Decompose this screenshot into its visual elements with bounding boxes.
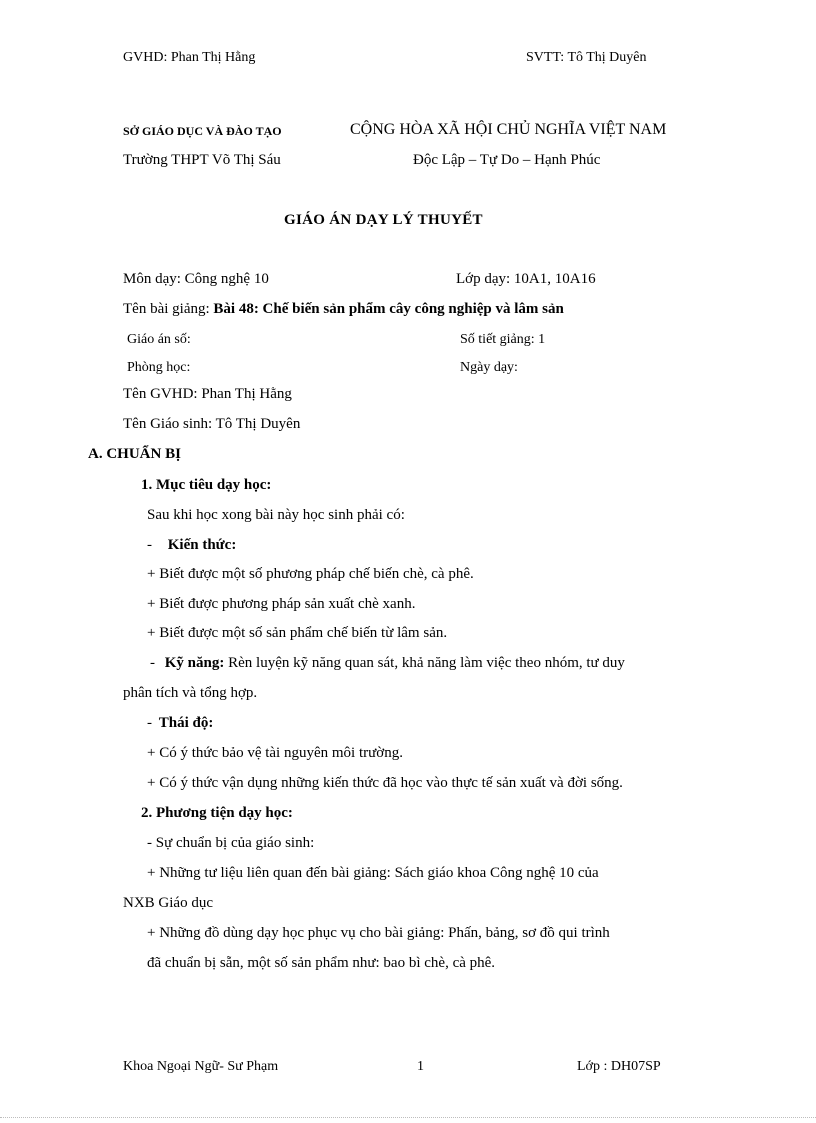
means-heading: 2. Phương tiện dạy học: <box>141 805 293 821</box>
knowledge-line <box>147 537 236 554</box>
section-a-heading: A. CHUẨN BỊ <box>88 446 181 462</box>
page-number: 1 <box>417 1059 424 1074</box>
lesson-line <box>123 301 564 318</box>
header-right: SVTT: Tô Thị Duyên <box>526 50 647 65</box>
skills-text-continued: phân tích và tổng hợp. <box>123 685 258 701</box>
objectives-heading: 1. Mục tiêu dạy học: <box>141 477 272 493</box>
room-line: Phòng học: <box>127 360 191 375</box>
student-teacher-line: Tên Giáo sinh: Tô Thị Duyên <box>123 416 301 432</box>
page-bottom-divider <box>0 1117 816 1118</box>
attitude-dash: - <box>147 715 152 731</box>
means-item-continued: đã chuẩn bị sẵn, một số sản phẩm như: bao bì chè, cà phê. <box>147 955 496 971</box>
header-left: GVHD: Phan Thị Hằng <box>123 50 256 65</box>
page-title: GIÁO ÁN DẠY LÝ THUYẾT <box>284 212 483 228</box>
school-name: Trường THPT Võ Thị Sáu <box>123 152 281 168</box>
knowledge-dash: - <box>147 537 152 553</box>
skills-line <box>150 655 625 672</box>
nation-name: CỘNG HÒA XÃ HỘI CHỦ NGHĨA VIỆT NAM <box>350 121 667 138</box>
means-prep: - Sự chuẩn bị của giáo sinh: <box>147 835 315 851</box>
attitude-item: + Có ý thức vận dụng những kiến thức đã học vào thực tế sản xuất và đời sống. <box>147 775 623 791</box>
skills-text: Rèn luyện kỹ năng quan sát, khả năng làm việc theo nhóm, tư duy <box>228 655 625 671</box>
skills-label: Kỹ năng: <box>164 655 225 671</box>
means-item: + Những đồ dùng dạy học phục vụ cho bài giảng: Phấn, bảng, sơ đồ qui trình <box>147 925 610 941</box>
means-item: + Những tư liệu liên quan đến bài giảng: Sách giáo khoa Công nghệ 10 của <box>147 865 599 881</box>
subject-line: Môn dạy: Công nghệ 10 <box>123 271 269 287</box>
objectives-intro: Sau khi học xong bài này học sinh phải có: <box>147 507 405 523</box>
knowledge-item: + Biết được một số sản phẩm chế biến từ lâm sản. <box>147 625 448 641</box>
knowledge-item: + Biết được một số phương pháp chế biến chè, cà phê. <box>147 566 474 582</box>
footer-left: Khoa Ngoại Ngữ- Sư Phạm <box>123 1059 279 1074</box>
attitude-label: Thái độ: <box>158 715 214 731</box>
knowledge-label: Kiến thức: <box>167 537 237 553</box>
teacher-line: Tên GVHD: Phan Thị Hằng <box>123 386 292 402</box>
lesson-title: Bài 48: Chế biến sản phẩm cây công nghiệp và lâm sản <box>213 301 564 317</box>
skills-dash: - <box>150 655 155 671</box>
lesson-label: Tên bài giảng: <box>123 301 210 317</box>
plan-number-line: Giáo án số: <box>127 332 191 347</box>
class-line: Lớp dạy: 10A1, 10A16 <box>456 271 596 287</box>
knowledge-item: + Biết được phương pháp sản xuất chè xanh. <box>147 596 416 612</box>
footer-right: Lớp : DH07SP <box>577 1059 661 1074</box>
means-item-continued: NXB Giáo dục <box>123 895 213 911</box>
periods-line: Số tiết giảng: 1 <box>460 332 546 347</box>
national-motto: Độc Lập – Tự Do – Hạnh Phúc <box>413 152 601 168</box>
date-line: Ngày dạy: <box>460 360 518 375</box>
department-name: SỞ GIÁO DỤC VÀ ĐÀO TẠO <box>123 124 282 138</box>
attitude-item: + Có ý thức bảo vệ tài nguyên môi trường. <box>147 745 403 761</box>
attitude-line <box>147 715 213 732</box>
